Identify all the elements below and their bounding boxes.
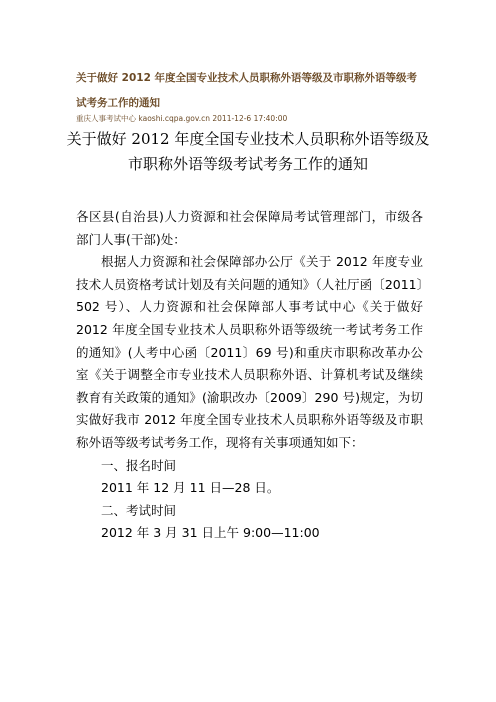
- section-heading-registration: 一、报名时间: [101, 457, 177, 473]
- header-title: 关于做好 2012 年度全国专业技术人员职称外语等级及市职称外语等级考试考务工作的通知: [76, 72, 418, 109]
- source-site: 重庆人事考试中心: [76, 114, 136, 123]
- document-body: [76, 206, 423, 545]
- section-content-exam-time: 2012 年 3 月 31 日上午 9:00—11:00: [101, 525, 320, 541]
- section-content-registration: 2011 年 12 月 11 日—28 日。: [101, 480, 280, 496]
- source-line: [76, 113, 426, 125]
- intro-paragraph: 根据人力资源和社会保障部办公厅《关于 2012 年度专业技术人员资格考试计划及有关问题的通知》（人社厅函〔2011〕502 号）、人力资源和社会保障部人事考试中心《关于做好 2012 年度全国专业技术人员职称外语等级统一考试考务工作的通知》(人考中心函〔2011〕69 号)和重庆市职称改革办公室《关于调整全市专业技术人员职称外语、计算机考试及继续教育有关政策的通知》(渝职改办〔2009〕290 号)规定，为切实做好我市 2012 年度全国专业技术人员职称外语等级及市职称外语等级考试考务工作，现将有关事项通知如下：: [76, 254, 423, 450]
- source-meta: kaoshi.cqpa.gov.cn 2011-12-6 17:40:00: [138, 114, 288, 123]
- salutation: 各区县(自治县)人力资源和社会保障局考试管理部门，市级各部门人事(干部)处：: [76, 209, 423, 247]
- section-heading-exam-time: 二、考试时间: [101, 502, 177, 518]
- document-title: 关于做好 2012 年度全国专业技术人员职称外语等级及市职称外语等级考试考务工作的通知: [66, 130, 430, 173]
